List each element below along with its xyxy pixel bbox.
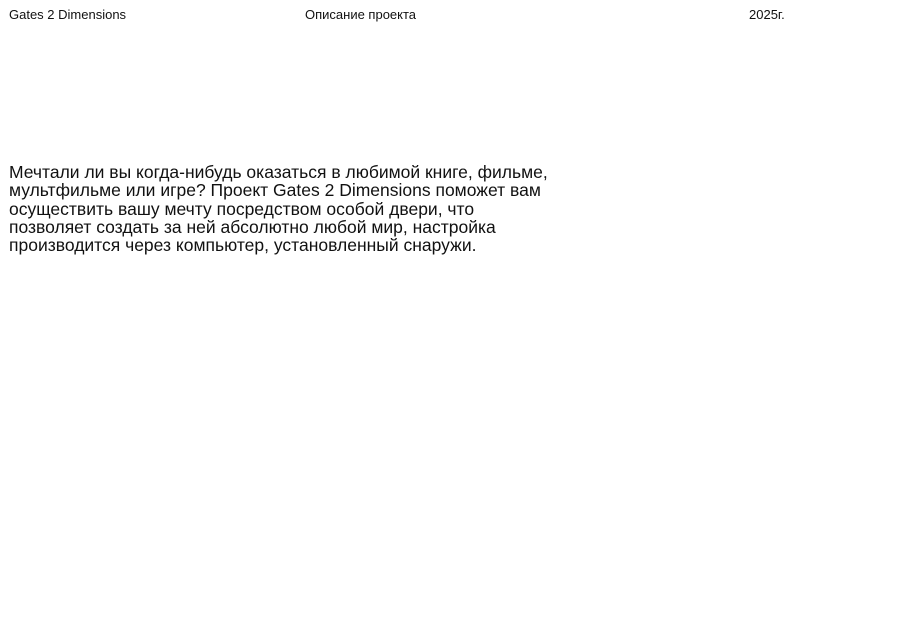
year-label: 2025г.	[749, 7, 785, 22]
section-title: Описание проекта	[305, 7, 417, 22]
project-description: Мечтали ли вы когда-нибудь оказаться в любимой книге, фильме, мультфильме или игре? Проект Gates 2 Dimensions поможет вам осуществить вашу мечту посредством особой двери, что позволяет создать за ней абсолютно любой мир, настройка производится через компьютер, установленный снаружи.	[9, 162, 548, 256]
brand-name: Gates 2 Dimensions	[9, 7, 127, 22]
header	[9, 7, 891, 23]
